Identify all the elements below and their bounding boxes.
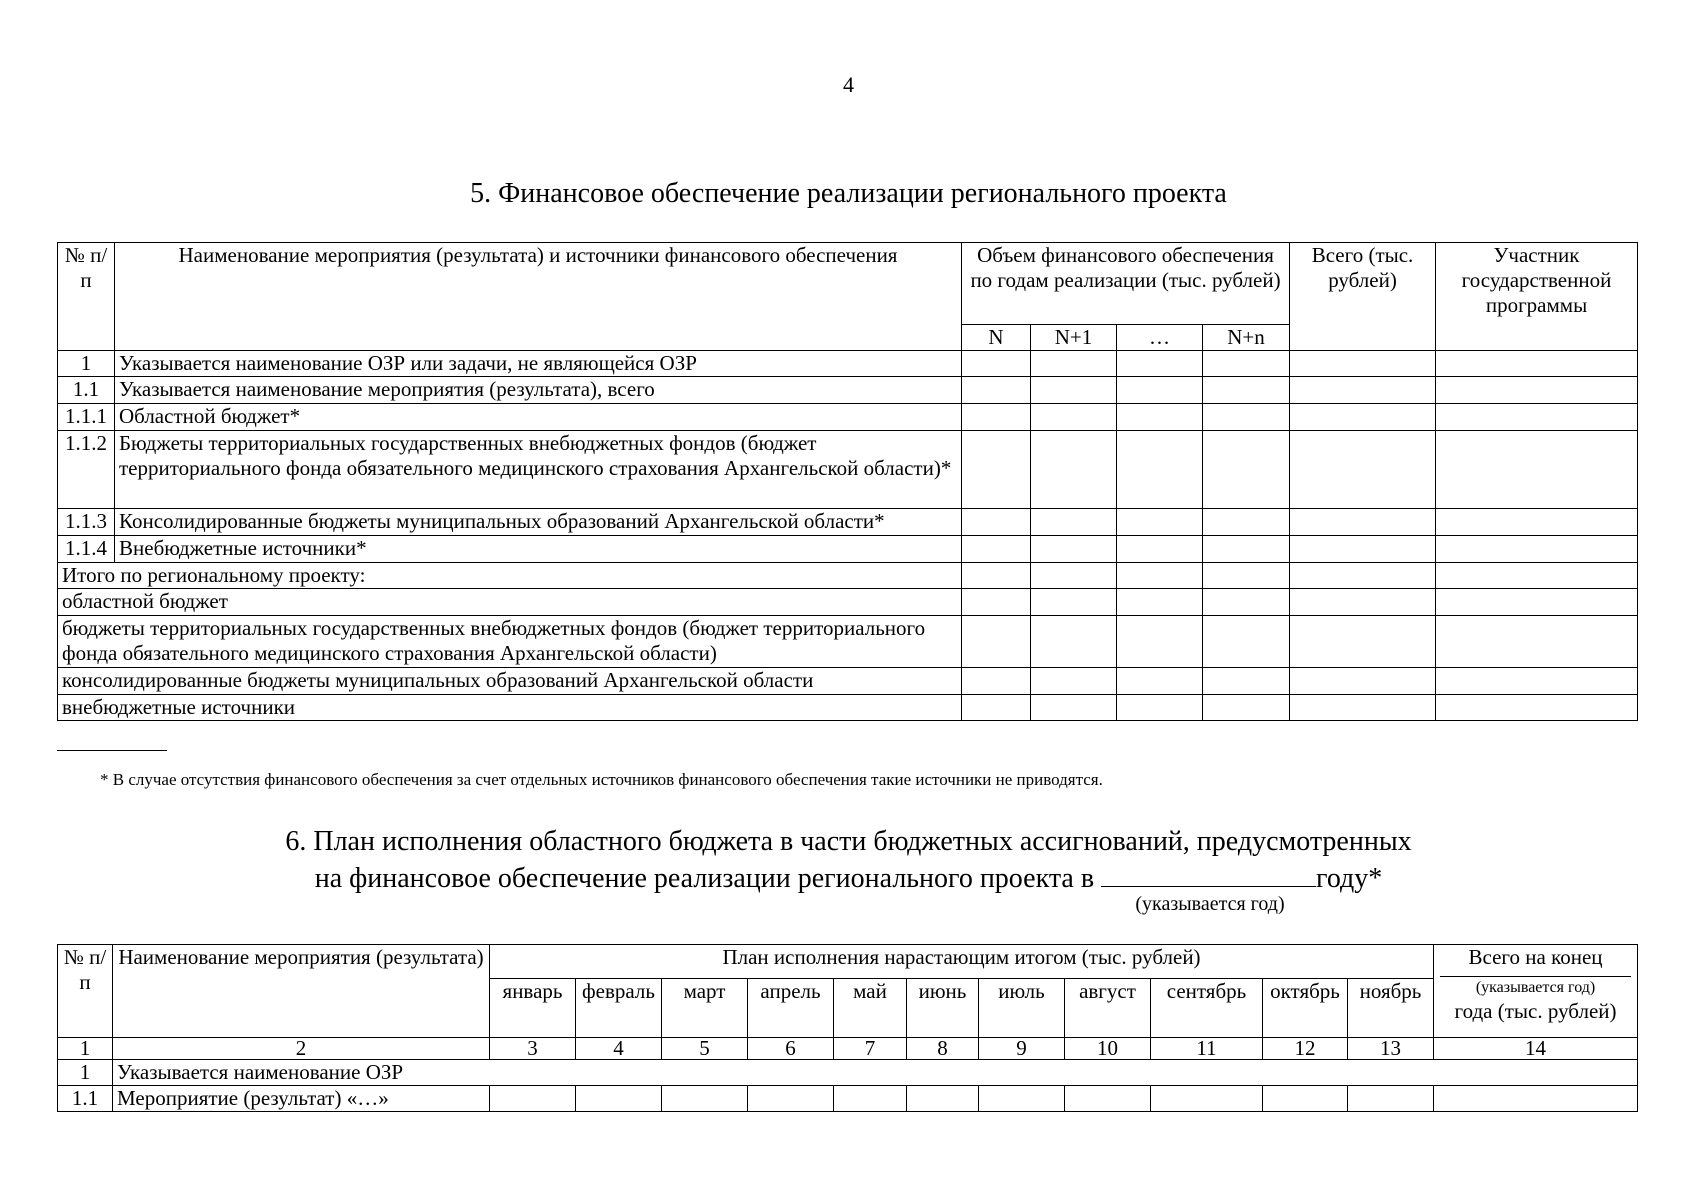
row-num: 1 (58, 1060, 113, 1086)
column-number: 8 (907, 1038, 979, 1060)
column-number: 14 (1434, 1038, 1638, 1060)
column-number: 10 (1065, 1038, 1151, 1060)
footnote: * В случае отсутствия финансового обеспечения за счет отдельных источников финансового обеспечения такие источники не приводятся. (100, 770, 1103, 789)
month-header: май (834, 979, 907, 1038)
header-year: N+1 (1031, 325, 1117, 351)
budget-plan-table (57, 944, 1638, 1112)
column-number: 13 (1348, 1038, 1434, 1060)
header-name: Наименование мероприятия (результата) и источники финансового обеспечения (115, 243, 962, 351)
section6-title-post: году* (1316, 863, 1383, 894)
financing-table (57, 242, 1638, 721)
row-num: 1.1 (58, 377, 115, 404)
footnote-divider (57, 750, 167, 751)
row-name: Указывается наименование ОЗР (113, 1060, 1638, 1086)
table-row (58, 404, 1638, 431)
column-number: 6 (748, 1038, 834, 1060)
row-name: Указывается наименование мероприятия (результата), всего (115, 377, 962, 404)
month-header: сентябрь (1151, 979, 1263, 1038)
totals-label: областной бюджет (58, 589, 962, 616)
column-number: 1 (58, 1038, 113, 1060)
row-name: Областной бюджет* (115, 404, 962, 431)
table-row (58, 1086, 1638, 1112)
table-row (58, 431, 1638, 509)
column-numbers-row (58, 1038, 1638, 1060)
month-header: март (662, 979, 748, 1038)
page-number: 4 (843, 72, 854, 97)
column-number: 12 (1263, 1038, 1348, 1060)
month-header: июль (979, 979, 1065, 1038)
totals-label: консолидированные бюджеты муниципальных образований Архангельской области (58, 668, 962, 695)
month-header: февраль (576, 979, 662, 1038)
row-num: 1.1.2 (58, 431, 115, 509)
month-header: ноябрь (1348, 979, 1434, 1038)
totals-row (58, 695, 1638, 721)
column-number: 3 (490, 1038, 576, 1060)
header-year: N (962, 325, 1031, 351)
header-total-top: Всего на конец (1468, 945, 1603, 969)
header-volume: Объем финансового обеспечения по годам реализации (тыс. рублей) (962, 243, 1290, 325)
row-num: 1.1.4 (58, 536, 115, 563)
header-plan: План исполнения нарастающим итогом (тыс. рублей) (490, 945, 1434, 979)
month-header: январь (490, 979, 576, 1038)
table-row (58, 351, 1638, 377)
column-number: 7 (834, 1038, 907, 1060)
table-row (58, 1060, 1638, 1086)
header-num: № п/п (58, 243, 115, 351)
header-participant: Участник государственной программы (1436, 243, 1638, 351)
totals-row (58, 563, 1638, 589)
row-name: Внебюджетные источники* (115, 536, 962, 563)
row-name: Мероприятие (результат) «…» (113, 1086, 490, 1112)
column-number: 9 (979, 1038, 1065, 1060)
year-note: (указывается год) (1135, 893, 1285, 915)
section5-title: 5. Финансовое обеспечение реализации регионального проекта (470, 178, 1227, 209)
row-num: 1.1 (58, 1086, 113, 1112)
row-num: 1 (58, 351, 115, 377)
table-row (58, 509, 1638, 536)
section6-title-line2 (0, 860, 1697, 897)
totals-label: внебюджетные источники (58, 695, 962, 721)
column-number: 2 (113, 1038, 490, 1060)
header-total-bottom: года (тыс. рублей) (1454, 999, 1617, 1023)
header-total: Всего (тыс. рублей) (1290, 243, 1436, 351)
totals-row (58, 616, 1638, 668)
header-num: № п/п (58, 945, 113, 1038)
column-number: 5 (662, 1038, 748, 1060)
totals-label: бюджеты территориальных государственных внебюджетных фондов (бюджет территориального фонда обязательного медицинского страхования Архангельской области) (58, 616, 962, 668)
row-num: 1.1.3 (58, 509, 115, 536)
totals-row (58, 589, 1638, 616)
section6-title (0, 823, 1697, 897)
month-header: июнь (907, 979, 979, 1038)
column-number: 4 (576, 1038, 662, 1060)
header-name: Наименование мероприятия (результата) (113, 945, 490, 1038)
row-num: 1.1.1 (58, 404, 115, 431)
month-header: август (1065, 979, 1151, 1038)
section6-title-line1: 6. План исполнения областного бюджета в части бюджетных ассигнований, предусмотренных (285, 826, 1412, 857)
totals-row (58, 668, 1638, 695)
month-header: октябрь (1263, 979, 1348, 1038)
row-name: Бюджеты территориальных государственных внебюджетных фондов (бюджет территориального фонда обязательного медицинского страхования Архангельской области)* (115, 431, 962, 509)
year-blank (1101, 860, 1316, 887)
section6-title-pre: на финансовое обеспечение реализации регионального проекта в (314, 863, 1095, 894)
header-total-year-note: (указывается год) (1440, 976, 1631, 999)
row-name: Указывается наименование ОЗР или задачи, не являющейся ОЗР (115, 351, 962, 377)
header-year: N+n (1203, 325, 1290, 351)
table-row (58, 536, 1638, 563)
column-number: 11 (1151, 1038, 1263, 1060)
header-total (1434, 945, 1638, 1038)
header-year: … (1117, 325, 1203, 351)
totals-label: Итого по региональному проекту: (58, 563, 962, 589)
table-row (58, 377, 1638, 404)
row-name: Консолидированные бюджеты муниципальных образований Архангельской области* (115, 509, 962, 536)
month-header: апрель (748, 979, 834, 1038)
